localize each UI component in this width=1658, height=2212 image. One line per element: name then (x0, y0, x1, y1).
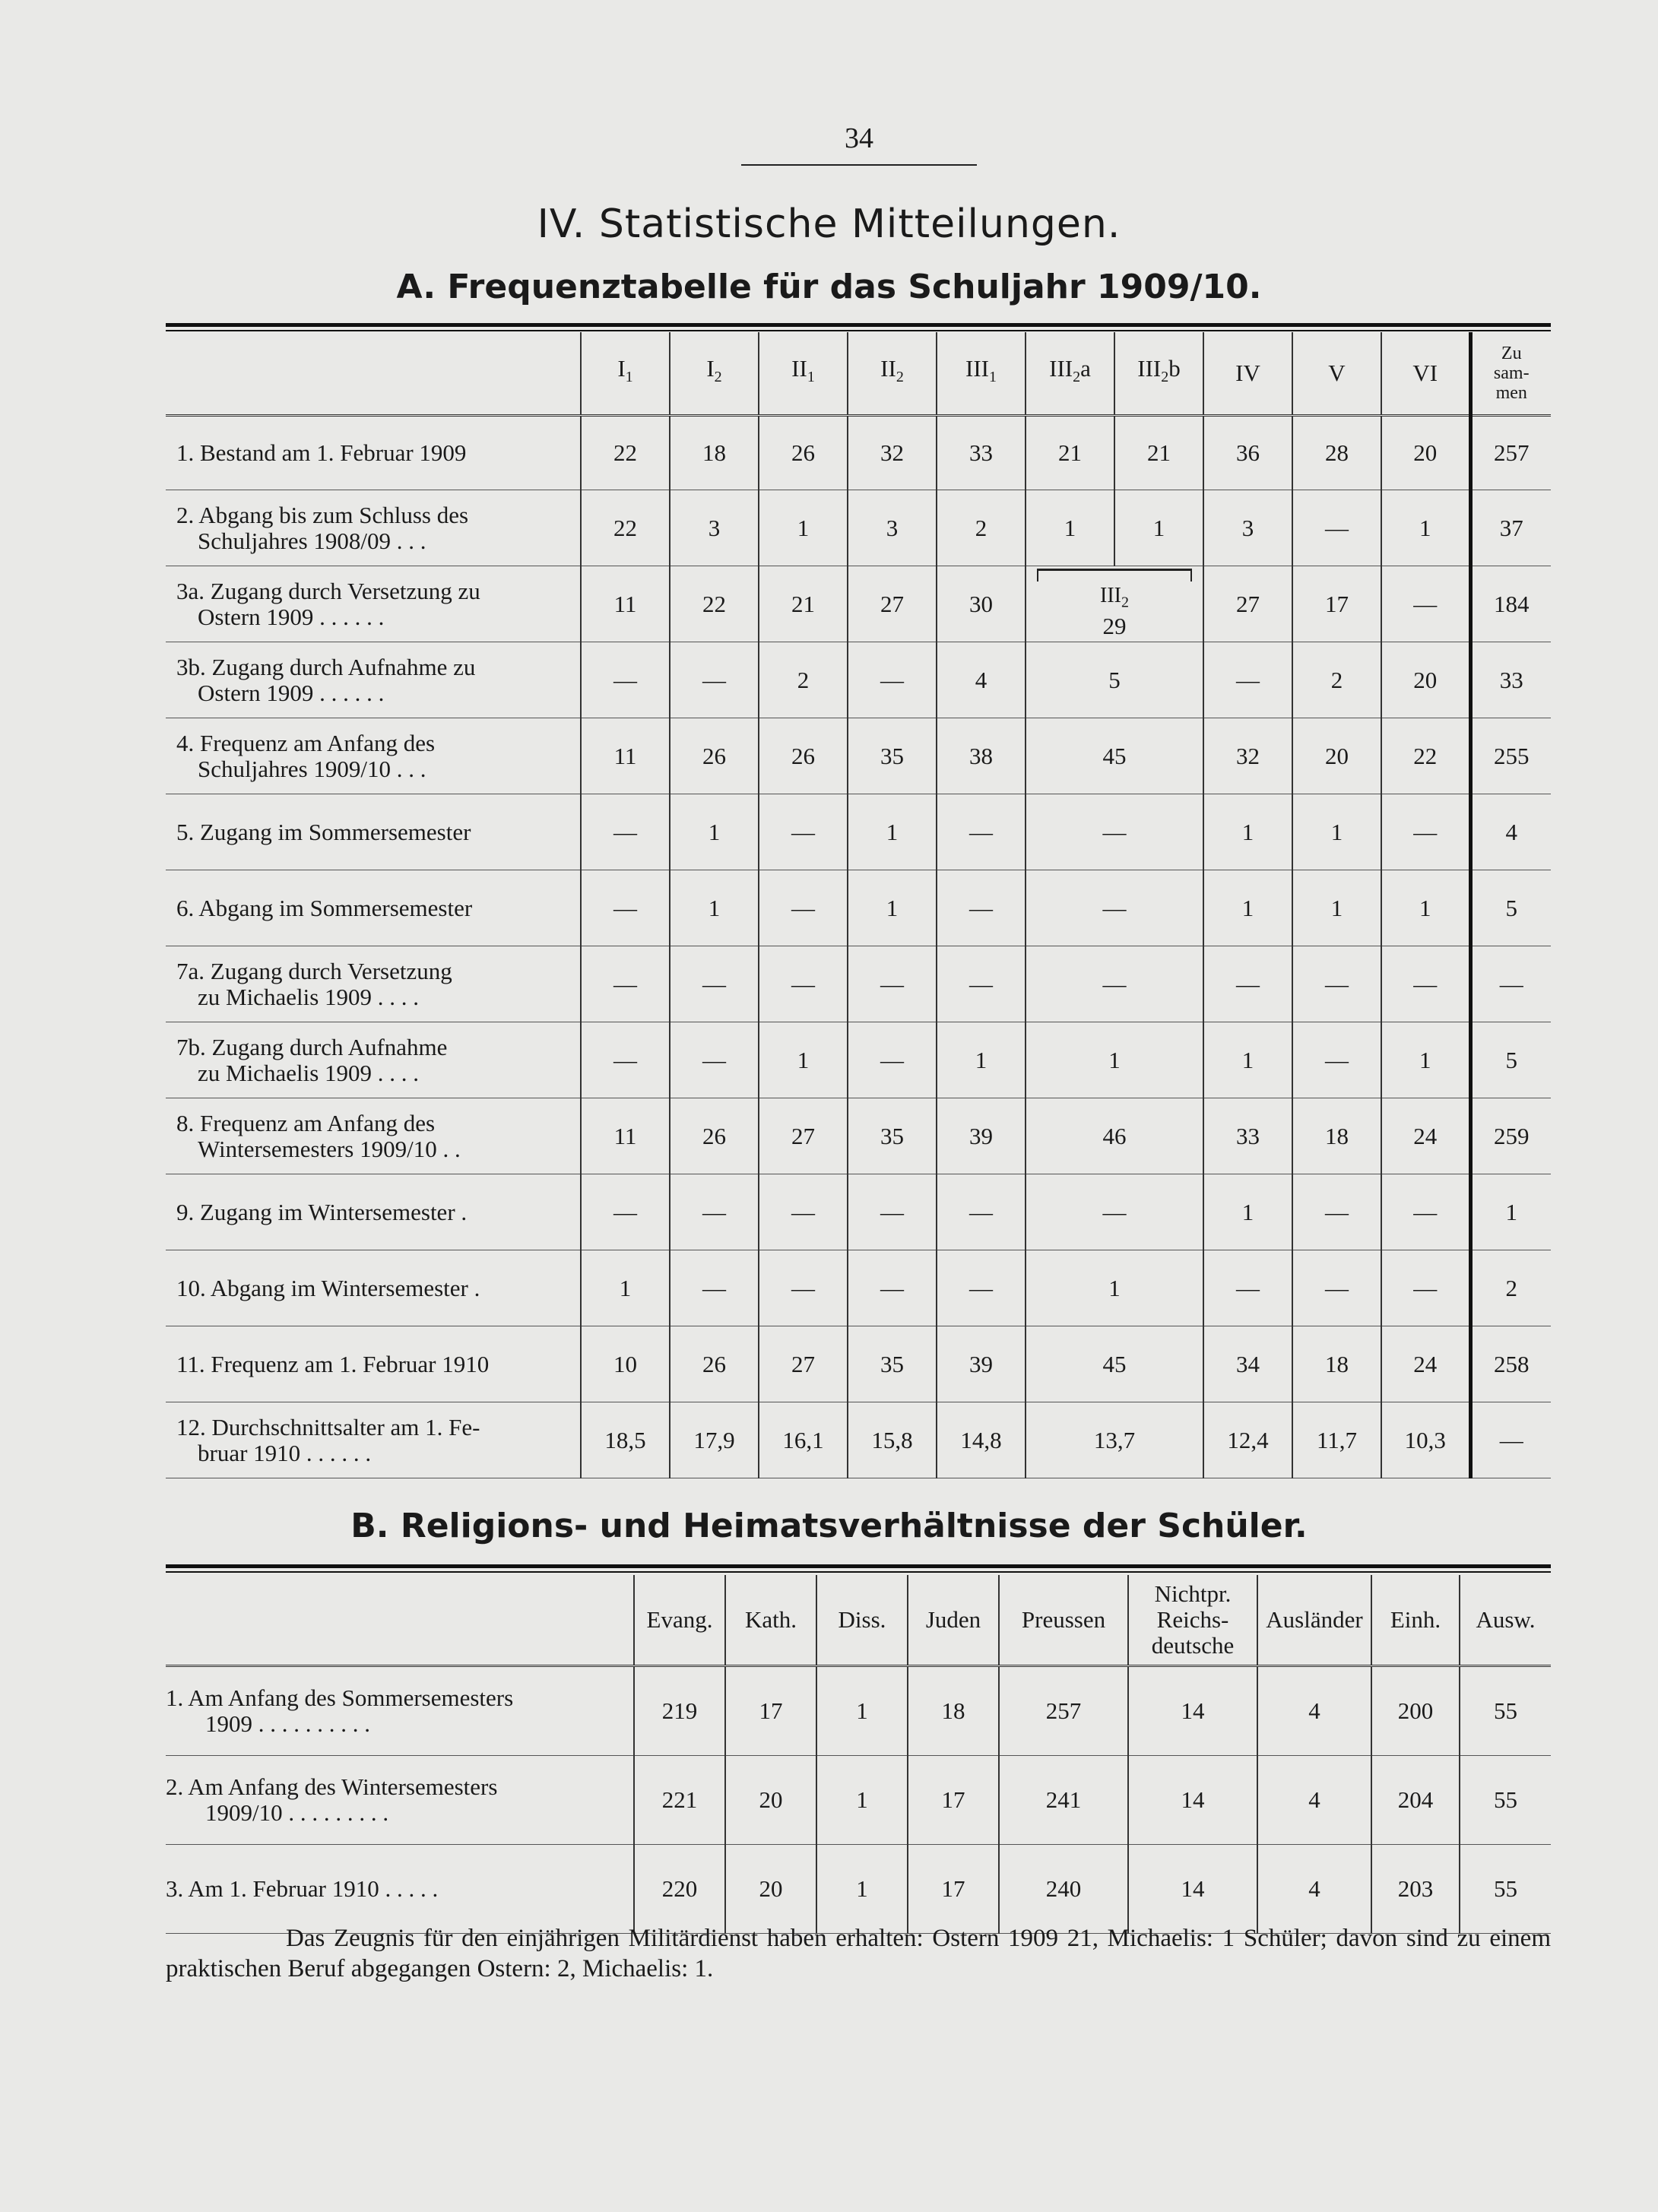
table-cell: 27 (759, 1098, 848, 1174)
row-label (166, 1098, 581, 1174)
table-cell: — (581, 1022, 670, 1098)
table-cell: 22 (581, 490, 670, 566)
table-cell: 17 (908, 1845, 999, 1934)
table-cell: — (937, 794, 1026, 870)
table-cell: 1 (1381, 490, 1470, 566)
row-label-line: 11. Frequenz am 1. Februar 1910 (176, 1350, 490, 1377)
row-label (166, 1326, 581, 1402)
column-header (1114, 332, 1203, 416)
table-cell: 17 (908, 1756, 999, 1845)
table-cell: — (1381, 566, 1470, 642)
row-label-line: 12. Durchschnittsalter am 1. Fe- (176, 1413, 480, 1440)
table-b-top-rule (166, 1564, 1551, 1573)
merged-cell-iii2 (1026, 566, 1203, 642)
table-cell: 17 (725, 1666, 816, 1756)
row-label (166, 416, 581, 490)
table-cell: 241 (999, 1756, 1128, 1845)
table-row (166, 1845, 1551, 1934)
table-cell: 13,7 (1026, 1402, 1203, 1478)
table-cell: — (848, 1250, 937, 1326)
table-cell: — (759, 946, 848, 1022)
table-row (166, 1022, 1551, 1098)
merged-header (1026, 585, 1203, 614)
table-cell: 14 (1128, 1845, 1257, 1934)
row-label (166, 1402, 581, 1478)
row-label (166, 946, 581, 1022)
table-cell: 1 (848, 870, 937, 946)
table-cell: — (1026, 1174, 1203, 1250)
table-cell: 45 (1026, 718, 1203, 794)
table-cell: — (1203, 642, 1292, 718)
column-header: Einh. (1371, 1575, 1460, 1666)
table-cell: 1 (816, 1756, 908, 1845)
table-cell: — (848, 946, 937, 1022)
table-cell: 1 (1203, 1174, 1292, 1250)
table-cell: 18 (670, 416, 759, 490)
table-cell: 5 (1026, 642, 1203, 718)
table-cell: 26 (759, 416, 848, 490)
table-b-title: B. Religions- und Heimatsverhältnisse der Schüler. (350, 1507, 1308, 1545)
row-label-line: Wintersemesters 1909/10 . . (198, 1135, 461, 1162)
total-cell: 259 (1470, 1098, 1551, 1174)
table-row (166, 1402, 1551, 1478)
total-column-header: Zu sam- men (1470, 332, 1551, 416)
table-cell: — (670, 946, 759, 1022)
table-cell: — (581, 1174, 670, 1250)
column-header-sub: 2 (1073, 369, 1081, 386)
table-cell: — (848, 1022, 937, 1098)
table-cell: 11 (581, 718, 670, 794)
row-label-line: 2. Abgang bis zum Schluss des (176, 501, 469, 528)
table-cell: 36 (1203, 416, 1292, 490)
table-cell: 12,4 (1203, 1402, 1292, 1478)
row-label-line: 1909/10 . . . . . . . . . (205, 1799, 389, 1826)
total-cell: 258 (1470, 1326, 1551, 1402)
table-row (166, 718, 1551, 794)
table-cell: 1 (759, 1022, 848, 1098)
total-cell: 2 (1470, 1250, 1551, 1326)
row-label-line: 2. Am Anfang des Wintersemesters (166, 1773, 498, 1800)
column-header-main: IV (1235, 360, 1260, 386)
row-label-line: 5. Zugang im Sommersemester (176, 818, 471, 845)
table-a-header-row (166, 332, 1551, 416)
table-cell: 27 (848, 566, 937, 642)
table-cell: — (1026, 870, 1203, 946)
column-header (1026, 332, 1114, 416)
table-cell: — (1381, 794, 1470, 870)
table-cell: 15,8 (848, 1402, 937, 1478)
table-cell: — (848, 1174, 937, 1250)
table-cell: 45 (1026, 1326, 1203, 1402)
table-row (166, 1666, 1551, 1756)
column-header-sub: 1 (988, 369, 997, 386)
table-cell: — (581, 870, 670, 946)
table-row (166, 1326, 1551, 1402)
table-row (166, 1098, 1551, 1174)
table-cell: 20 (1381, 416, 1470, 490)
column-header (759, 332, 848, 416)
table-cell: 33 (1203, 1098, 1292, 1174)
column-header: Preussen (999, 1575, 1128, 1666)
table-cell: 26 (670, 1326, 759, 1402)
table-row (166, 642, 1551, 718)
column-header (581, 332, 670, 416)
table-cell: 21 (1114, 416, 1203, 490)
table-cell: 1 (1381, 1022, 1470, 1098)
merged-value: 29 (1102, 613, 1127, 640)
table-cell: 203 (1371, 1845, 1460, 1934)
table-cell: — (1203, 946, 1292, 1022)
merged-header-sub: 2 (1121, 594, 1129, 611)
table-cell: 1 (816, 1845, 908, 1934)
column-header-main: VI (1412, 360, 1438, 386)
frequency-table (166, 332, 1551, 1478)
table-cell: 24 (1381, 1326, 1470, 1402)
column-header-main: III (1049, 355, 1073, 382)
table-cell: 20 (725, 1845, 816, 1934)
total-cell: 37 (1470, 490, 1551, 566)
table-cell: 1 (1381, 870, 1470, 946)
table-cell: 219 (634, 1666, 725, 1756)
table-cell: 34 (1203, 1326, 1292, 1402)
table-cell: 1 (1203, 870, 1292, 946)
table-cell: 55 (1460, 1666, 1551, 1756)
table-cell: — (937, 870, 1026, 946)
table-cell: 200 (1371, 1666, 1460, 1756)
column-header-main: V (1328, 360, 1346, 386)
table-cell: — (759, 870, 848, 946)
column-header-sub: 1 (625, 369, 633, 386)
table-cell: 1 (937, 1022, 1026, 1098)
table-cell: — (1292, 946, 1381, 1022)
table-cell: — (670, 642, 759, 718)
row-label-line: zu Michaelis 1909 . . . . (198, 1059, 420, 1086)
table-cell: — (937, 1250, 1026, 1326)
row-label (166, 794, 581, 870)
table-cell: — (759, 794, 848, 870)
row-label (166, 1666, 634, 1756)
row-label (166, 490, 581, 566)
column-header-sub: 2 (896, 369, 904, 386)
column-header: Ausw. (1460, 1575, 1551, 1666)
column-header-main: III (965, 355, 989, 382)
column-header (937, 332, 1026, 416)
table-cell: — (670, 1174, 759, 1250)
table-cell: — (1292, 1250, 1381, 1326)
table-cell: 240 (999, 1845, 1128, 1934)
table-cell: 1 (1026, 1022, 1203, 1098)
table-cell: 4 (1257, 1756, 1371, 1845)
table-cell: 1 (670, 794, 759, 870)
table-cell: 27 (1203, 566, 1292, 642)
table-cell: — (759, 1174, 848, 1250)
table-cell: 10 (581, 1326, 670, 1402)
table-cell: 204 (1371, 1756, 1460, 1845)
table-cell: — (1381, 1250, 1470, 1326)
row-label-line: 1. Am Anfang des Sommersemesters (166, 1684, 514, 1711)
table-cell: — (1203, 1250, 1292, 1326)
table-row (166, 946, 1551, 1022)
table-cell: 1 (1026, 1250, 1203, 1326)
total-cell: 184 (1470, 566, 1551, 642)
column-header-main: III (1137, 355, 1162, 382)
table-cell: 3 (670, 490, 759, 566)
table-cell: 14,8 (937, 1402, 1026, 1478)
column-header: Ausländer (1257, 1575, 1371, 1666)
column-header-sub: 2 (1161, 369, 1169, 386)
total-cell: 4 (1470, 794, 1551, 870)
row-label-line: 1. Bestand am 1. Februar 1909 (176, 439, 467, 466)
table-cell: 2 (937, 490, 1026, 566)
column-header-main: I (617, 355, 626, 382)
table-cell: 35 (848, 1098, 937, 1174)
row-label-line: Ostern 1909 . . . . . . (198, 679, 385, 706)
table-cell: 18 (1292, 1326, 1381, 1402)
page-number: 34 (741, 122, 977, 166)
section-heading: IV. Statistische Mitteilungen. (537, 201, 1121, 247)
column-header: Kath. (725, 1575, 816, 1666)
row-label-line: 7a. Zugang durch Versetzung (176, 957, 452, 984)
table-cell: 11 (581, 566, 670, 642)
total-cell: 257 (1470, 416, 1551, 490)
table-cell: 32 (1203, 718, 1292, 794)
table-cell: 220 (634, 1845, 725, 1934)
row-label-line: zu Michaelis 1909 . . . . (198, 983, 420, 1010)
column-header: Evang. (634, 1575, 725, 1666)
row-label (166, 718, 581, 794)
table-cell: 4 (937, 642, 1026, 718)
table-cell: 3 (848, 490, 937, 566)
table-cell: 1 (816, 1666, 908, 1756)
table-cell: 2 (1292, 642, 1381, 718)
table-cell: — (937, 946, 1026, 1022)
table-cell: 1 (1203, 1022, 1292, 1098)
row-label-line: Ostern 1909 . . . . . . (198, 603, 385, 630)
table-a-corner (166, 332, 581, 416)
row-label-line: 3b. Zugang durch Aufnahme zu (176, 653, 476, 680)
table-cell: 18 (1292, 1098, 1381, 1174)
table-a-title: A. Frequenztabelle für das Schuljahr 1909/10. (396, 268, 1262, 306)
row-label (166, 1174, 581, 1250)
table-cell: 1 (1114, 490, 1203, 566)
table-cell: 11 (581, 1098, 670, 1174)
total-cell: — (1470, 1402, 1551, 1478)
table-cell: 1 (759, 490, 848, 566)
row-label-line: 8. Frequenz am Anfang des (176, 1109, 436, 1136)
column-header-sub: 1 (807, 369, 815, 386)
table-cell: 1 (1292, 870, 1381, 946)
table-cell: 22 (1381, 718, 1470, 794)
table-cell: — (581, 794, 670, 870)
total-cell: 5 (1470, 870, 1551, 946)
column-header: Juden (908, 1575, 999, 1666)
table-row (166, 1174, 1551, 1250)
table-cell: 1 (1203, 794, 1292, 870)
table-cell: 14 (1128, 1756, 1257, 1845)
table-cell: 21 (1026, 416, 1114, 490)
table-cell: 20 (725, 1756, 816, 1845)
table-cell: 55 (1460, 1845, 1551, 1934)
brace-mark (1037, 569, 1192, 582)
column-header-main: II (791, 355, 807, 382)
table-cell: 4 (1257, 1845, 1371, 1934)
table-cell: 257 (999, 1666, 1128, 1756)
table-cell: 22 (670, 566, 759, 642)
table-cell: 14 (1128, 1666, 1257, 1756)
row-label-line: 4. Frequenz am Anfang des (176, 729, 436, 756)
table-cell: — (937, 1174, 1026, 1250)
column-header (848, 332, 937, 416)
table-row (166, 870, 1551, 946)
table-cell: — (759, 1250, 848, 1326)
table-cell: — (1292, 490, 1381, 566)
table-b-corner (166, 1575, 634, 1666)
column-header (670, 332, 759, 416)
table-row (166, 490, 1551, 566)
column-header-main: I (706, 355, 715, 382)
table-cell: — (1381, 1174, 1470, 1250)
row-label-line: 7b. Zugang durch Aufnahme (176, 1033, 448, 1060)
table-cell: 1 (1292, 794, 1381, 870)
table-cell: 21 (759, 566, 848, 642)
total-cell: — (1470, 946, 1551, 1022)
total-cell: 5 (1470, 1022, 1551, 1098)
column-header-suffix: a (1080, 355, 1091, 382)
table-cell: 17 (1292, 566, 1381, 642)
table-cell: 46 (1026, 1098, 1203, 1174)
table-cell: 39 (937, 1098, 1026, 1174)
table-cell: 24 (1381, 1098, 1470, 1174)
total-cell: 33 (1470, 642, 1551, 718)
row-label-line: 10. Abgang im Wintersemester . (176, 1274, 480, 1301)
table-cell: 1 (848, 794, 937, 870)
row-label (166, 870, 581, 946)
table-row (166, 566, 1551, 642)
table-cell: 27 (759, 1326, 848, 1402)
table-cell: 26 (759, 718, 848, 794)
table-cell: 18,5 (581, 1402, 670, 1478)
table-cell: 4 (1257, 1666, 1371, 1756)
row-label-line: 6. Abgang im Sommersemester (176, 894, 473, 921)
military-certificate-note: Das Zeugnis für den einjährigen Militärdienst haben erhalten: Ostern 1909 21, Michaelis: 1 Schüler; davon sind zu einem praktischen Beruf abgegangen Ostern: 2, Michaelis: 1. (166, 1925, 1551, 1982)
table-cell: — (1026, 946, 1203, 1022)
row-label (166, 1250, 581, 1326)
column-header-main: II (880, 355, 896, 382)
row-label-line: Schuljahres 1908/09 . . . (198, 527, 426, 554)
table-row (166, 1250, 1551, 1326)
row-label (166, 1756, 634, 1845)
table-cell: 39 (937, 1326, 1026, 1402)
table-cell: 20 (1292, 718, 1381, 794)
row-label-line: 9. Zugang im Wintersemester . (176, 1198, 468, 1225)
table-cell: — (848, 642, 937, 718)
table-cell: 28 (1292, 416, 1381, 490)
row-label (166, 1022, 581, 1098)
table-cell: 10,3 (1381, 1402, 1470, 1478)
table-cell: 38 (937, 718, 1026, 794)
table-cell: 1 (1026, 490, 1114, 566)
column-header (1203, 332, 1292, 416)
table-cell: 18 (908, 1666, 999, 1756)
table-cell: — (1026, 794, 1203, 870)
table-cell: 55 (1460, 1756, 1551, 1845)
column-header (1381, 332, 1470, 416)
table-cell: 1 (670, 870, 759, 946)
table-cell: 26 (670, 1098, 759, 1174)
column-header (1292, 332, 1381, 416)
table-cell: — (670, 1022, 759, 1098)
table-cell: 20 (1381, 642, 1470, 718)
table-cell: 35 (848, 718, 937, 794)
table-cell: — (1292, 1022, 1381, 1098)
table-cell: 30 (937, 566, 1026, 642)
table-cell: — (1381, 946, 1470, 1022)
row-label-line: bruar 1910 . . . . . . (198, 1439, 372, 1466)
total-cell: 1 (1470, 1174, 1551, 1250)
table-cell: 33 (937, 416, 1026, 490)
row-label-line: 1909 . . . . . . . . . . (205, 1710, 370, 1737)
table-cell: 26 (670, 718, 759, 794)
row-label (166, 566, 581, 642)
column-header: Nichtpr. Reichs- deutsche (1128, 1575, 1257, 1666)
table-cell: 1 (581, 1250, 670, 1326)
table-cell: 2 (759, 642, 848, 718)
row-label (166, 1845, 634, 1934)
table-cell: 221 (634, 1756, 725, 1845)
row-label (166, 642, 581, 718)
table-cell: 11,7 (1292, 1402, 1381, 1478)
table-cell: 35 (848, 1326, 937, 1402)
table-cell: — (581, 946, 670, 1022)
row-label-line: Schuljahres 1909/10 . . . (198, 755, 426, 782)
table-cell: 16,1 (759, 1402, 848, 1478)
table-row (166, 1756, 1551, 1845)
column-header-sub: 2 (714, 369, 722, 386)
merged-header-main: III (1100, 583, 1121, 607)
row-label-line: 3a. Zugang durch Versetzung zu (176, 577, 480, 604)
table-cell: — (670, 1250, 759, 1326)
table-cell: 22 (581, 416, 670, 490)
table-cell: — (1292, 1174, 1381, 1250)
column-header: Diss. (816, 1575, 908, 1666)
total-cell: 255 (1470, 718, 1551, 794)
table-row (166, 794, 1551, 870)
column-header-suffix: b (1168, 355, 1181, 382)
table-b-header-row (166, 1575, 1551, 1666)
table-row (166, 416, 1551, 490)
table-cell: 32 (848, 416, 937, 490)
table-a-top-rule (166, 323, 1551, 331)
table-cell: 3 (1203, 490, 1292, 566)
table-cell: 17,9 (670, 1402, 759, 1478)
table-cell: — (581, 642, 670, 718)
religion-origin-table (166, 1575, 1551, 1934)
row-label-line: 3. Am 1. Februar 1910 . . . . . (166, 1875, 439, 1902)
